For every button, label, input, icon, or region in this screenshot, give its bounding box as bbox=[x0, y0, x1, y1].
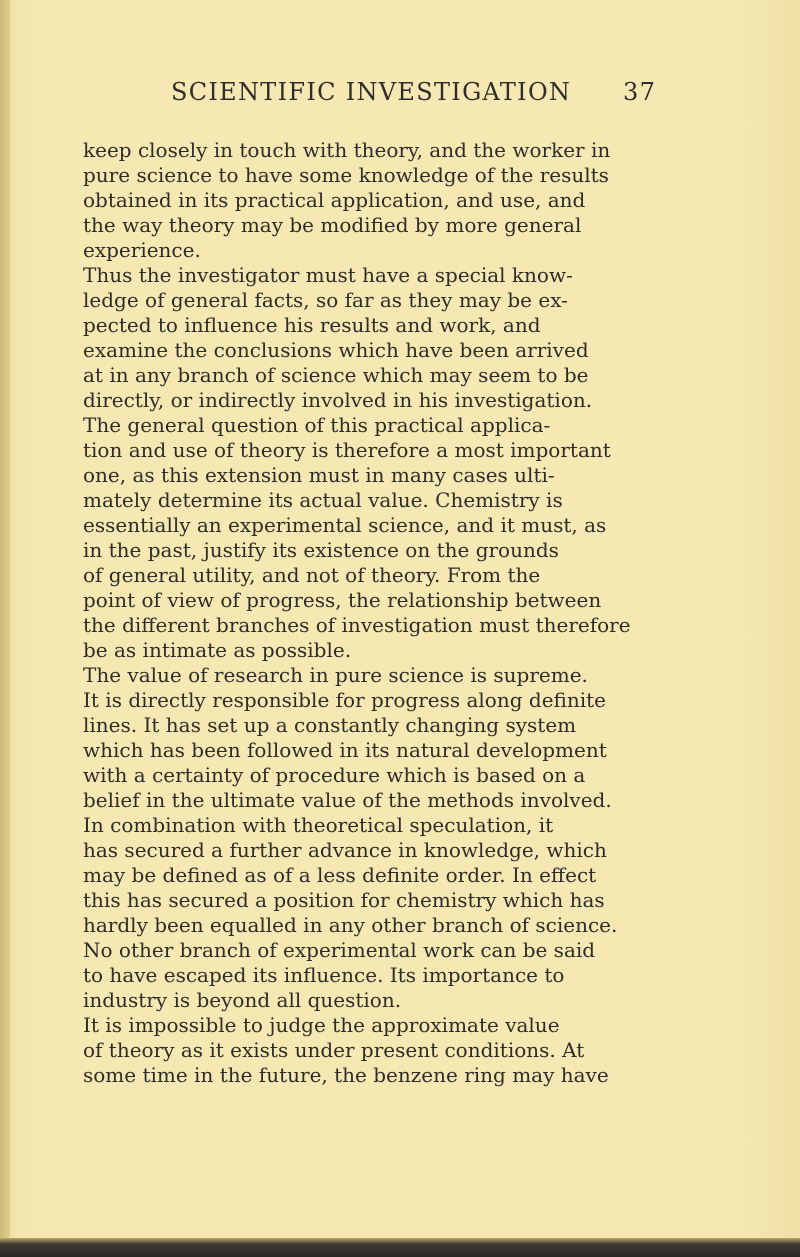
text-line: In combination with theoretical speculation, it bbox=[83, 813, 554, 837]
text-line: industry is beyond all question. bbox=[83, 988, 402, 1012]
text-line: belief in the ultimate value of the methods involved. bbox=[83, 788, 612, 812]
text-line: keep closely in touch with theory, and the worker in bbox=[83, 138, 611, 162]
text-line: ledge of general facts, so far as they may be ex- bbox=[83, 288, 568, 312]
text-line: in the past, justify its existence on the grounds bbox=[83, 538, 559, 562]
text-line: the different branches of investigation must therefore bbox=[83, 613, 631, 637]
text-line: may be defined as of a less definite order. In effect bbox=[83, 863, 597, 887]
page-number: 37 bbox=[623, 78, 657, 106]
text-line: of theory as it exists under present conditions. At bbox=[83, 1038, 585, 1062]
text-line: some time in the future, the benzene ring may have bbox=[83, 1063, 609, 1087]
text-line: at in any branch of science which may seem to be bbox=[83, 363, 589, 387]
text-line: of general utility, and not of theory. From the bbox=[83, 563, 541, 587]
page-left-edge bbox=[0, 0, 10, 1257]
text-line: the way theory may be modified by more general bbox=[83, 213, 582, 237]
text-line: which has been followed in its natural development bbox=[83, 738, 607, 762]
text-line: directly, or indirectly involved in his investigation. bbox=[83, 388, 593, 412]
page-bottom-edge bbox=[0, 1238, 800, 1257]
text-line: be as intimate as possible. bbox=[83, 638, 352, 662]
text-line: point of view of progress, the relationship between bbox=[83, 588, 602, 612]
running-head bbox=[171, 78, 671, 112]
text-line: It is impossible to judge the approximate value bbox=[83, 1013, 560, 1037]
text-line: hardly been equalled in any other branch of science. bbox=[83, 913, 618, 937]
text-line: Thus the investigator must have a special know- bbox=[83, 263, 573, 287]
text-line: with a certainty of procedure which is based on a bbox=[83, 763, 586, 787]
text-line: examine the conclusions which have been arrived bbox=[83, 338, 589, 362]
text-line: tion and use of theory is therefore a most important bbox=[83, 438, 611, 462]
text-line: It is directly responsible for progress along definite bbox=[83, 688, 607, 712]
text-line: pected to influence his results and work, and bbox=[83, 313, 541, 337]
text-line: No other branch of experimental work can be said bbox=[83, 938, 596, 962]
text-line: has secured a further advance in knowledge, which bbox=[83, 838, 607, 862]
text-line: experience. bbox=[83, 238, 201, 262]
text-line: The value of research in pure science is supreme. bbox=[83, 663, 588, 687]
body-text bbox=[83, 135, 673, 1095]
text-line: mately determine its actual value. Chemistry is bbox=[83, 488, 563, 512]
text-line: pure science to have some knowledge of the results bbox=[83, 163, 609, 187]
text-line: The general question of this practical applica- bbox=[83, 413, 551, 437]
text-line: one, as this extension must in many cases ulti- bbox=[83, 463, 555, 487]
text-line: this has secured a position for chemistry which has bbox=[83, 888, 605, 912]
text-line: obtained in its practical application, and use, and bbox=[83, 188, 586, 212]
text-line: to have escaped its influence. Its importance to bbox=[83, 963, 565, 987]
running-title: SCIENTIFIC INVESTIGATION bbox=[171, 78, 572, 106]
text-line: essentially an experimental science, and it must, as bbox=[83, 513, 607, 537]
text-line: lines. It has set up a constantly changing system bbox=[83, 713, 577, 737]
